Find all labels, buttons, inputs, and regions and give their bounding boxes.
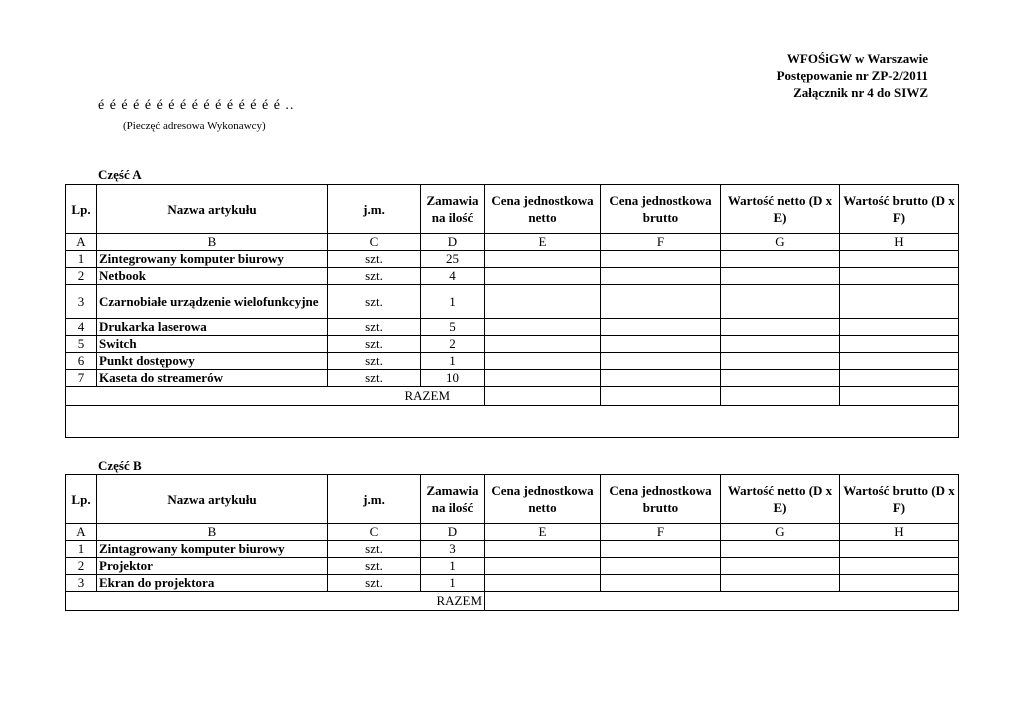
value-gross-input[interactable] — [840, 558, 959, 575]
row-qty: 1 — [421, 285, 485, 319]
letter-cell: F — [601, 234, 721, 251]
total-value-net[interactable] — [721, 387, 840, 406]
value-net-input[interactable] — [721, 268, 840, 285]
row-lp: 6 — [66, 353, 97, 370]
value-net-input[interactable] — [721, 336, 840, 353]
part-a-title: Część A — [98, 167, 142, 182]
part-b-title: Część B — [98, 458, 142, 473]
letters-row — [66, 234, 959, 251]
row-name: Kaseta do streamerów — [97, 370, 328, 387]
unit-net-input[interactable] — [485, 285, 601, 319]
value-net-input[interactable] — [721, 370, 840, 387]
unit-gross-input[interactable] — [601, 541, 721, 558]
stamp-dots: é é é é é é é é é é é é é é é é .. — [98, 98, 295, 113]
table-row — [66, 353, 959, 370]
notes-cell[interactable] — [66, 406, 959, 438]
letter-cell: C — [328, 524, 421, 541]
row-name: Projektor — [97, 558, 328, 575]
unit-gross-input[interactable] — [601, 285, 721, 319]
total-value[interactable] — [485, 592, 959, 611]
row-qty: 1 — [421, 575, 485, 592]
row-unit: szt. — [328, 575, 421, 592]
letters-row — [66, 524, 959, 541]
letter-cell: E — [485, 524, 601, 541]
col-unit-net: Cena jednostkowa netto — [485, 185, 601, 234]
col-value-gross: Wartość brutto (D x F) — [840, 185, 959, 234]
row-lp: 7 — [66, 370, 97, 387]
unit-net-input[interactable] — [485, 575, 601, 592]
row-qty: 4 — [421, 268, 485, 285]
row-name: Czarnobiałe urządzenie wielofunkcyjne — [97, 285, 328, 319]
letter-cell: F — [601, 524, 721, 541]
value-net-input[interactable] — [721, 575, 840, 592]
stamp-label: (Pieczęć adresowa Wykonawcy) — [123, 120, 266, 132]
row-qty: 1 — [421, 558, 485, 575]
col-unit-gross: Cena jednostkowa brutto — [601, 475, 721, 524]
row-lp: 2 — [66, 268, 97, 285]
col-unit-net: Cena jednostkowa netto — [485, 475, 601, 524]
row-unit: szt. — [328, 285, 421, 319]
row-unit: szt. — [328, 251, 421, 268]
part-b-table — [65, 474, 959, 611]
letter-cell: A — [66, 524, 97, 541]
unit-net-input[interactable] — [485, 558, 601, 575]
value-net-input[interactable] — [721, 319, 840, 336]
letter-cell: D — [421, 234, 485, 251]
value-net-input[interactable] — [721, 558, 840, 575]
value-net-input[interactable] — [721, 353, 840, 370]
total-unit-gross[interactable] — [601, 387, 721, 406]
unit-gross-input[interactable] — [601, 319, 721, 336]
total-label: RAZEM — [66, 592, 485, 611]
unit-gross-input[interactable] — [601, 370, 721, 387]
col-qty: Zamawia na ilość — [421, 475, 485, 524]
unit-net-input[interactable] — [485, 370, 601, 387]
row-name: Zintegrowany komputer biurowy — [97, 251, 328, 268]
col-unit: j.m. — [328, 475, 421, 524]
value-net-input[interactable] — [721, 285, 840, 319]
unit-net-input[interactable] — [485, 336, 601, 353]
letter-cell: C — [328, 234, 421, 251]
row-unit: szt. — [328, 319, 421, 336]
table-row — [66, 541, 959, 558]
value-gross-input[interactable] — [840, 541, 959, 558]
letter-cell: G — [721, 234, 840, 251]
table-row — [66, 336, 959, 353]
unit-net-input[interactable] — [485, 251, 601, 268]
row-unit: szt. — [328, 541, 421, 558]
letter-cell: G — [721, 524, 840, 541]
unit-gross-input[interactable] — [601, 575, 721, 592]
row-lp: 3 — [66, 285, 97, 319]
value-gross-input[interactable] — [840, 319, 959, 336]
row-lp: 5 — [66, 336, 97, 353]
total-label: RAZEM — [66, 387, 485, 406]
total-value-gross[interactable] — [840, 387, 959, 406]
row-qty: 5 — [421, 319, 485, 336]
value-gross-input[interactable] — [840, 336, 959, 353]
value-gross-input[interactable] — [840, 268, 959, 285]
letter-cell: E — [485, 234, 601, 251]
letter-cell: A — [66, 234, 97, 251]
total-row — [66, 387, 959, 406]
unit-gross-input[interactable] — [601, 251, 721, 268]
row-lp: 1 — [66, 541, 97, 558]
unit-gross-input[interactable] — [601, 558, 721, 575]
col-name: Nazwa artykułu — [97, 185, 328, 234]
row-lp: 1 — [66, 251, 97, 268]
col-lp: Lp. — [66, 185, 97, 234]
table-row — [66, 575, 959, 592]
row-qty: 3 — [421, 541, 485, 558]
col-unit-gross: Cena jednostkowa brutto — [601, 185, 721, 234]
unit-net-input[interactable] — [485, 319, 601, 336]
table-row — [66, 268, 959, 285]
row-name: Netbook — [97, 268, 328, 285]
total-unit-net[interactable] — [485, 387, 601, 406]
col-unit: j.m. — [328, 185, 421, 234]
row-lp: 3 — [66, 575, 97, 592]
col-lp: Lp. — [66, 475, 97, 524]
letter-cell: H — [840, 234, 959, 251]
row-qty: 2 — [421, 336, 485, 353]
table-row — [66, 370, 959, 387]
row-name: Switch — [97, 336, 328, 353]
col-name: Nazwa artykułu — [97, 475, 328, 524]
total-row — [66, 592, 959, 611]
value-gross-input[interactable] — [840, 575, 959, 592]
row-name: Punkt dostępowy — [97, 353, 328, 370]
unit-net-input[interactable] — [485, 353, 601, 370]
col-value-gross: Wartość brutto (D x F) — [840, 475, 959, 524]
row-name: Zintagrowany komputer biurowy — [97, 541, 328, 558]
row-unit: szt. — [328, 370, 421, 387]
unit-net-input[interactable] — [485, 541, 601, 558]
row-unit: szt. — [328, 268, 421, 285]
row-qty: 1 — [421, 353, 485, 370]
value-net-input[interactable] — [721, 541, 840, 558]
value-gross-input[interactable] — [840, 285, 959, 319]
table-header-row — [66, 475, 959, 524]
row-unit: szt. — [328, 558, 421, 575]
letter-cell: B — [97, 524, 328, 541]
row-name: Drukarka laserowa — [97, 319, 328, 336]
value-gross-input[interactable] — [840, 353, 959, 370]
row-qty: 25 — [421, 251, 485, 268]
row-lp: 4 — [66, 319, 97, 336]
row-qty: 10 — [421, 370, 485, 387]
col-qty: Zamawia na ilość — [421, 185, 485, 234]
notes-row — [66, 406, 959, 438]
row-unit: szt. — [328, 336, 421, 353]
unit-gross-input[interactable] — [601, 353, 721, 370]
institution-name: WFOŚiGW w Warszawie — [786, 51, 928, 66]
letter-cell: B — [97, 234, 328, 251]
unit-net-input[interactable] — [485, 268, 601, 285]
row-name: Ekran do projektora — [97, 575, 328, 592]
attachment-number: Załącznik nr 4 do SIWZ — [793, 85, 928, 100]
row-unit: szt. — [328, 353, 421, 370]
letter-cell: H — [840, 524, 959, 541]
value-net-input[interactable] — [721, 251, 840, 268]
part-a-table — [65, 184, 959, 438]
col-value-net: Wartość netto (D x E) — [721, 185, 840, 234]
document-header — [777, 50, 928, 101]
unit-gross-input[interactable] — [601, 268, 721, 285]
table-row — [66, 251, 959, 268]
table-row — [66, 558, 959, 575]
procedure-number: Postępowanie nr ZP-2/2011 — [776, 68, 928, 83]
table-row — [66, 319, 959, 336]
table-header-row — [66, 185, 959, 234]
letter-cell: D — [421, 524, 485, 541]
table-row — [66, 285, 959, 319]
unit-gross-input[interactable] — [601, 336, 721, 353]
col-value-net: Wartość netto (D x E) — [721, 475, 840, 524]
value-gross-input[interactable] — [840, 251, 959, 268]
value-gross-input[interactable] — [840, 370, 959, 387]
row-lp: 2 — [66, 558, 97, 575]
